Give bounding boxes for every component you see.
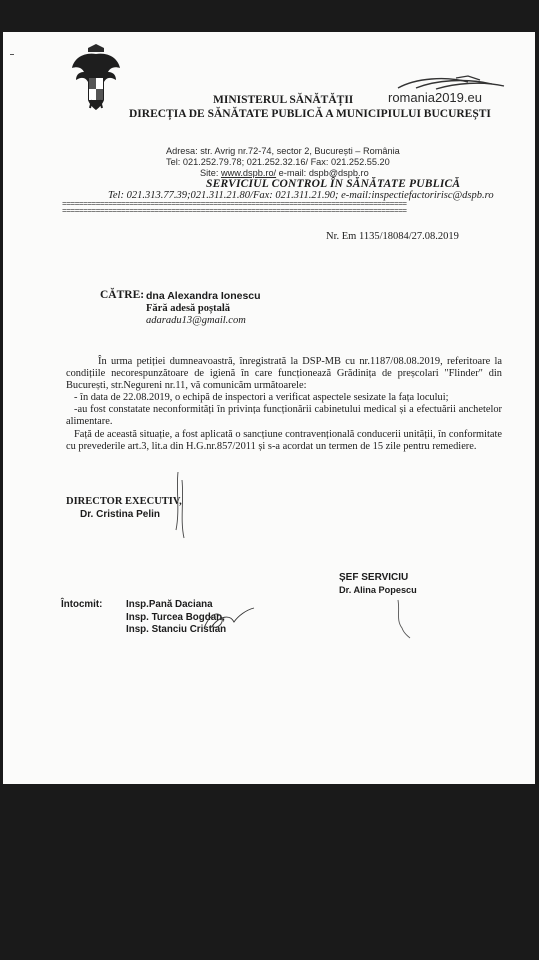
service-contact: Tel: 021.313.77.39;021.311.21.80/Fax: 021.311.21.90; e-mail:inspectiefactoririsc@dspb.ro [108,190,494,201]
body-paragraph: În urma petiției dumneavoastră, înregistrată la DSP-MB cu nr.1187/08.08.2019, referitoare la condițiile necorespunzătoare de igienă în care funcționează Grădinița de preșcolari "Flinder" din București, str.Negureni nr.11, vă comunicăm următoarele: [66,356,502,392]
prepared-by-label: Întocmit: [61,599,103,610]
chief-signature-icon [388,598,414,640]
body-paragraph: - în data de 22.08.2019, o echipă de inspectori a verificat aspectele sesizate la fața locului; [74,392,449,404]
recipient-address: Fără adesă poștală [146,303,230,314]
chief-name: Dr. Alina Popescu [339,585,417,595]
email-link[interactable]: dspb@dspb.ro [308,168,369,178]
recipient-label: CĂTRE: [100,289,145,301]
separator-line: ================================================================================== [62,207,407,216]
chief-title: ȘEF SERVICIU [339,572,409,583]
service-title: SERVICIUL CONTROL ÎN SĂNĂTATE PUBLICĂ [206,178,461,190]
inspector-signature-icon [200,604,256,634]
scan-mark [10,54,14,55]
romania2019-brand: romania2019.eu [388,90,482,105]
prepared-by-name: Insp.Pană Daciana [126,599,213,610]
prepared-by-name: Insp. Turcea Bogdan, [126,612,225,623]
site-label: Site: [200,168,219,178]
director-title: DIRECTOR EXECUTIV, [66,496,182,507]
phone-line: Tel: 021.252.79.78; 021.252.32.16/ Fax: 021.252.55.20 [166,157,390,167]
address-line: Adresa: str. Avrig nr.72-74, sector 2, București – România [166,146,400,156]
body-paragraph: -au fost constatate neconformități în privința funcționării cabinetului medical și a efectuării anchetelor alimentare. [66,404,502,428]
site-link[interactable]: www.dspb.ro/ [220,168,277,178]
recipient-email: adaradu13@gmail.com [146,315,246,326]
directorate-title: DIRECȚIA DE SĂNĂTATE PUBLICĂ A MUNICIPIULUI BUCUREȘTI [129,108,491,120]
body-paragraph: Față de această situație, a fost aplicată o sancțiune contravențională conducerii unității, în conformitate cu prevederile art.3, lit.a din H.G.nr.857/2011 și s-a acordat un termen de 15 zile pentru remediere. [66,428,502,452]
romania-coat-of-arms-icon [70,42,122,112]
recipient-name: dna Alexandra Ionescu [146,290,261,302]
letter-body [66,356,502,453]
separator-line: ================================================================================== [62,200,407,209]
director-signature-icon [170,470,192,540]
reference-number: Nr. Em 1135/18084/27.08.2019 [326,231,459,242]
director-name: Dr. Cristina Pelin [80,509,161,520]
prepared-by-name: Insp. Stanciu Cristian [126,624,227,635]
site-line [200,168,369,178]
email-label: e-mail: [278,168,307,178]
ministry-title: MINISTERUL SĂNĂTĂȚII [213,94,354,106]
